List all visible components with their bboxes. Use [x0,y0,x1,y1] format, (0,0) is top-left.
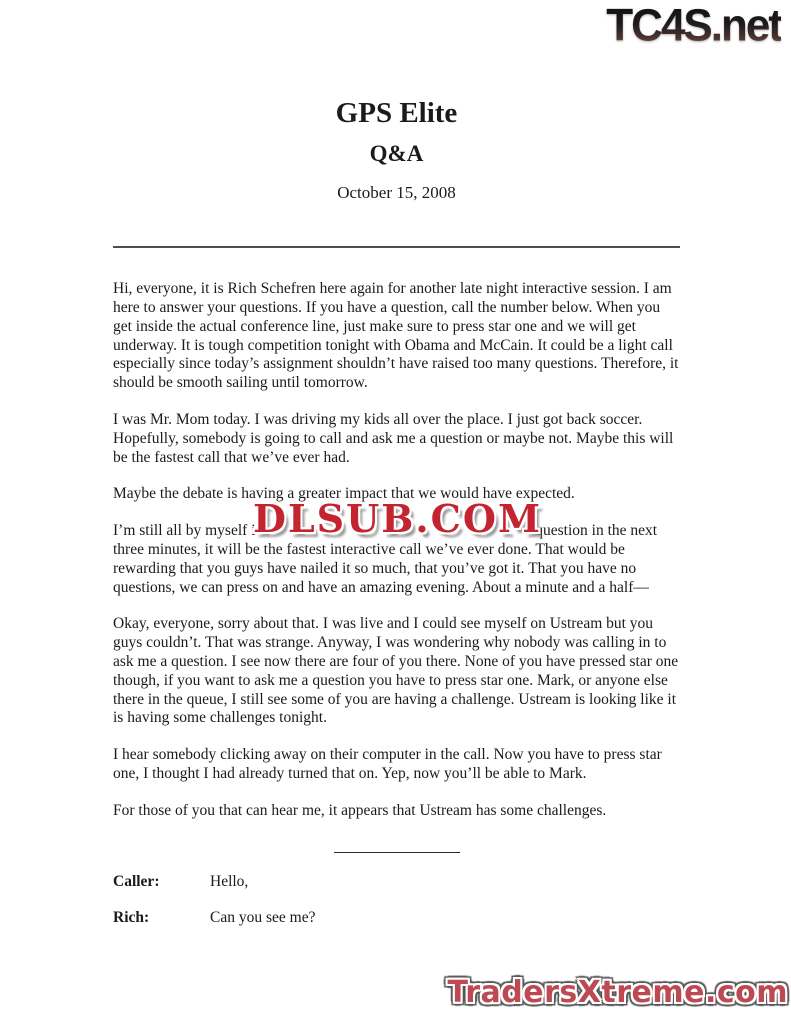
speaker-label: Rich: [113,909,150,927]
paragraph-5: Okay, everyone, sorry about that. I was live and I could see myself on Ustream but you guys couldn’t. That was strange. Anyway, I was wondering why nobody was calling in to ask me a question. I see now there are four of you there. None of you have pressed star one though, if you want to ask me a question you have to press star one. Mark, or anyone else there in the queue, I still see some of you are having a challenge. Ustream is looking like it is having some challenges tonight. [113,615,679,727]
paragraph-6: I hear somebody clicking away on their computer in the call. Now you have to press star one, I thought I had already turned that on. Yep, now you’ll be able to Mark. [113,746,662,782]
transcript-document [113,98,680,928]
page-subtitle: Q&A [369,141,424,167]
paragraph-4-watermarked [113,496,680,597]
dialogue-row-caller [113,873,680,892]
paragraph-4-visible-after: question in the next three minutes, it will be the fastest interactive call we’ve ever done. That would be rewarding that you guys have nailed it so much, that you’ve got it. That you have no questions, we can press on and have an amazing evening. About a minute and a half— [113,522,658,596]
document-date: October 15, 2008 [337,182,456,202]
paragraph-7: For those of you that can hear me, it appears that Ustream has some challenges. [113,801,607,819]
speaker-label: Caller: [113,872,160,890]
tc4s-logo-watermark: TC4S.net [606,0,781,51]
paragraph-4-visible-before: I’m still all by myself i [113,522,256,540]
scene-break-divider [334,852,460,853]
speaker-line: Hello, [210,872,249,890]
page-title: GPS Elite [335,97,458,129]
paragraph-3: Maybe the debate is having a greater impact that we would have expected. [113,485,575,503]
dlsub-watermark: DLSUB.COM [253,496,543,542]
dialogue-row-rich [113,909,680,928]
paragraph-1: Hi, everyone, it is Rich Schefren here again for another late night interactive session. I am here to answer your questions. If you have a question, call the number below. When you get inside the actual conference line, just make sure to press star one and we will get underway. It is tough competition tonight with Obama and McCain. It could be a light call especially since today’s assignment shouldn’t have raised too many questions. Therefore, it should be smooth sailing until tomorrow. [113,280,679,392]
tradersxtreme-watermark: TradersXtreme.com [447,975,788,1010]
speaker-line: Can you see me? [210,909,316,927]
dialogue-section [113,873,680,929]
paragraph-2: I was Mr. Mom today. I was driving my kids all over the place. I just got back soccer. Hopefully, somebody is going to call and ask me a question or maybe not. Maybe this will be the fastest call that we’ve ever had. [113,411,674,466]
header-divider [113,246,680,248]
